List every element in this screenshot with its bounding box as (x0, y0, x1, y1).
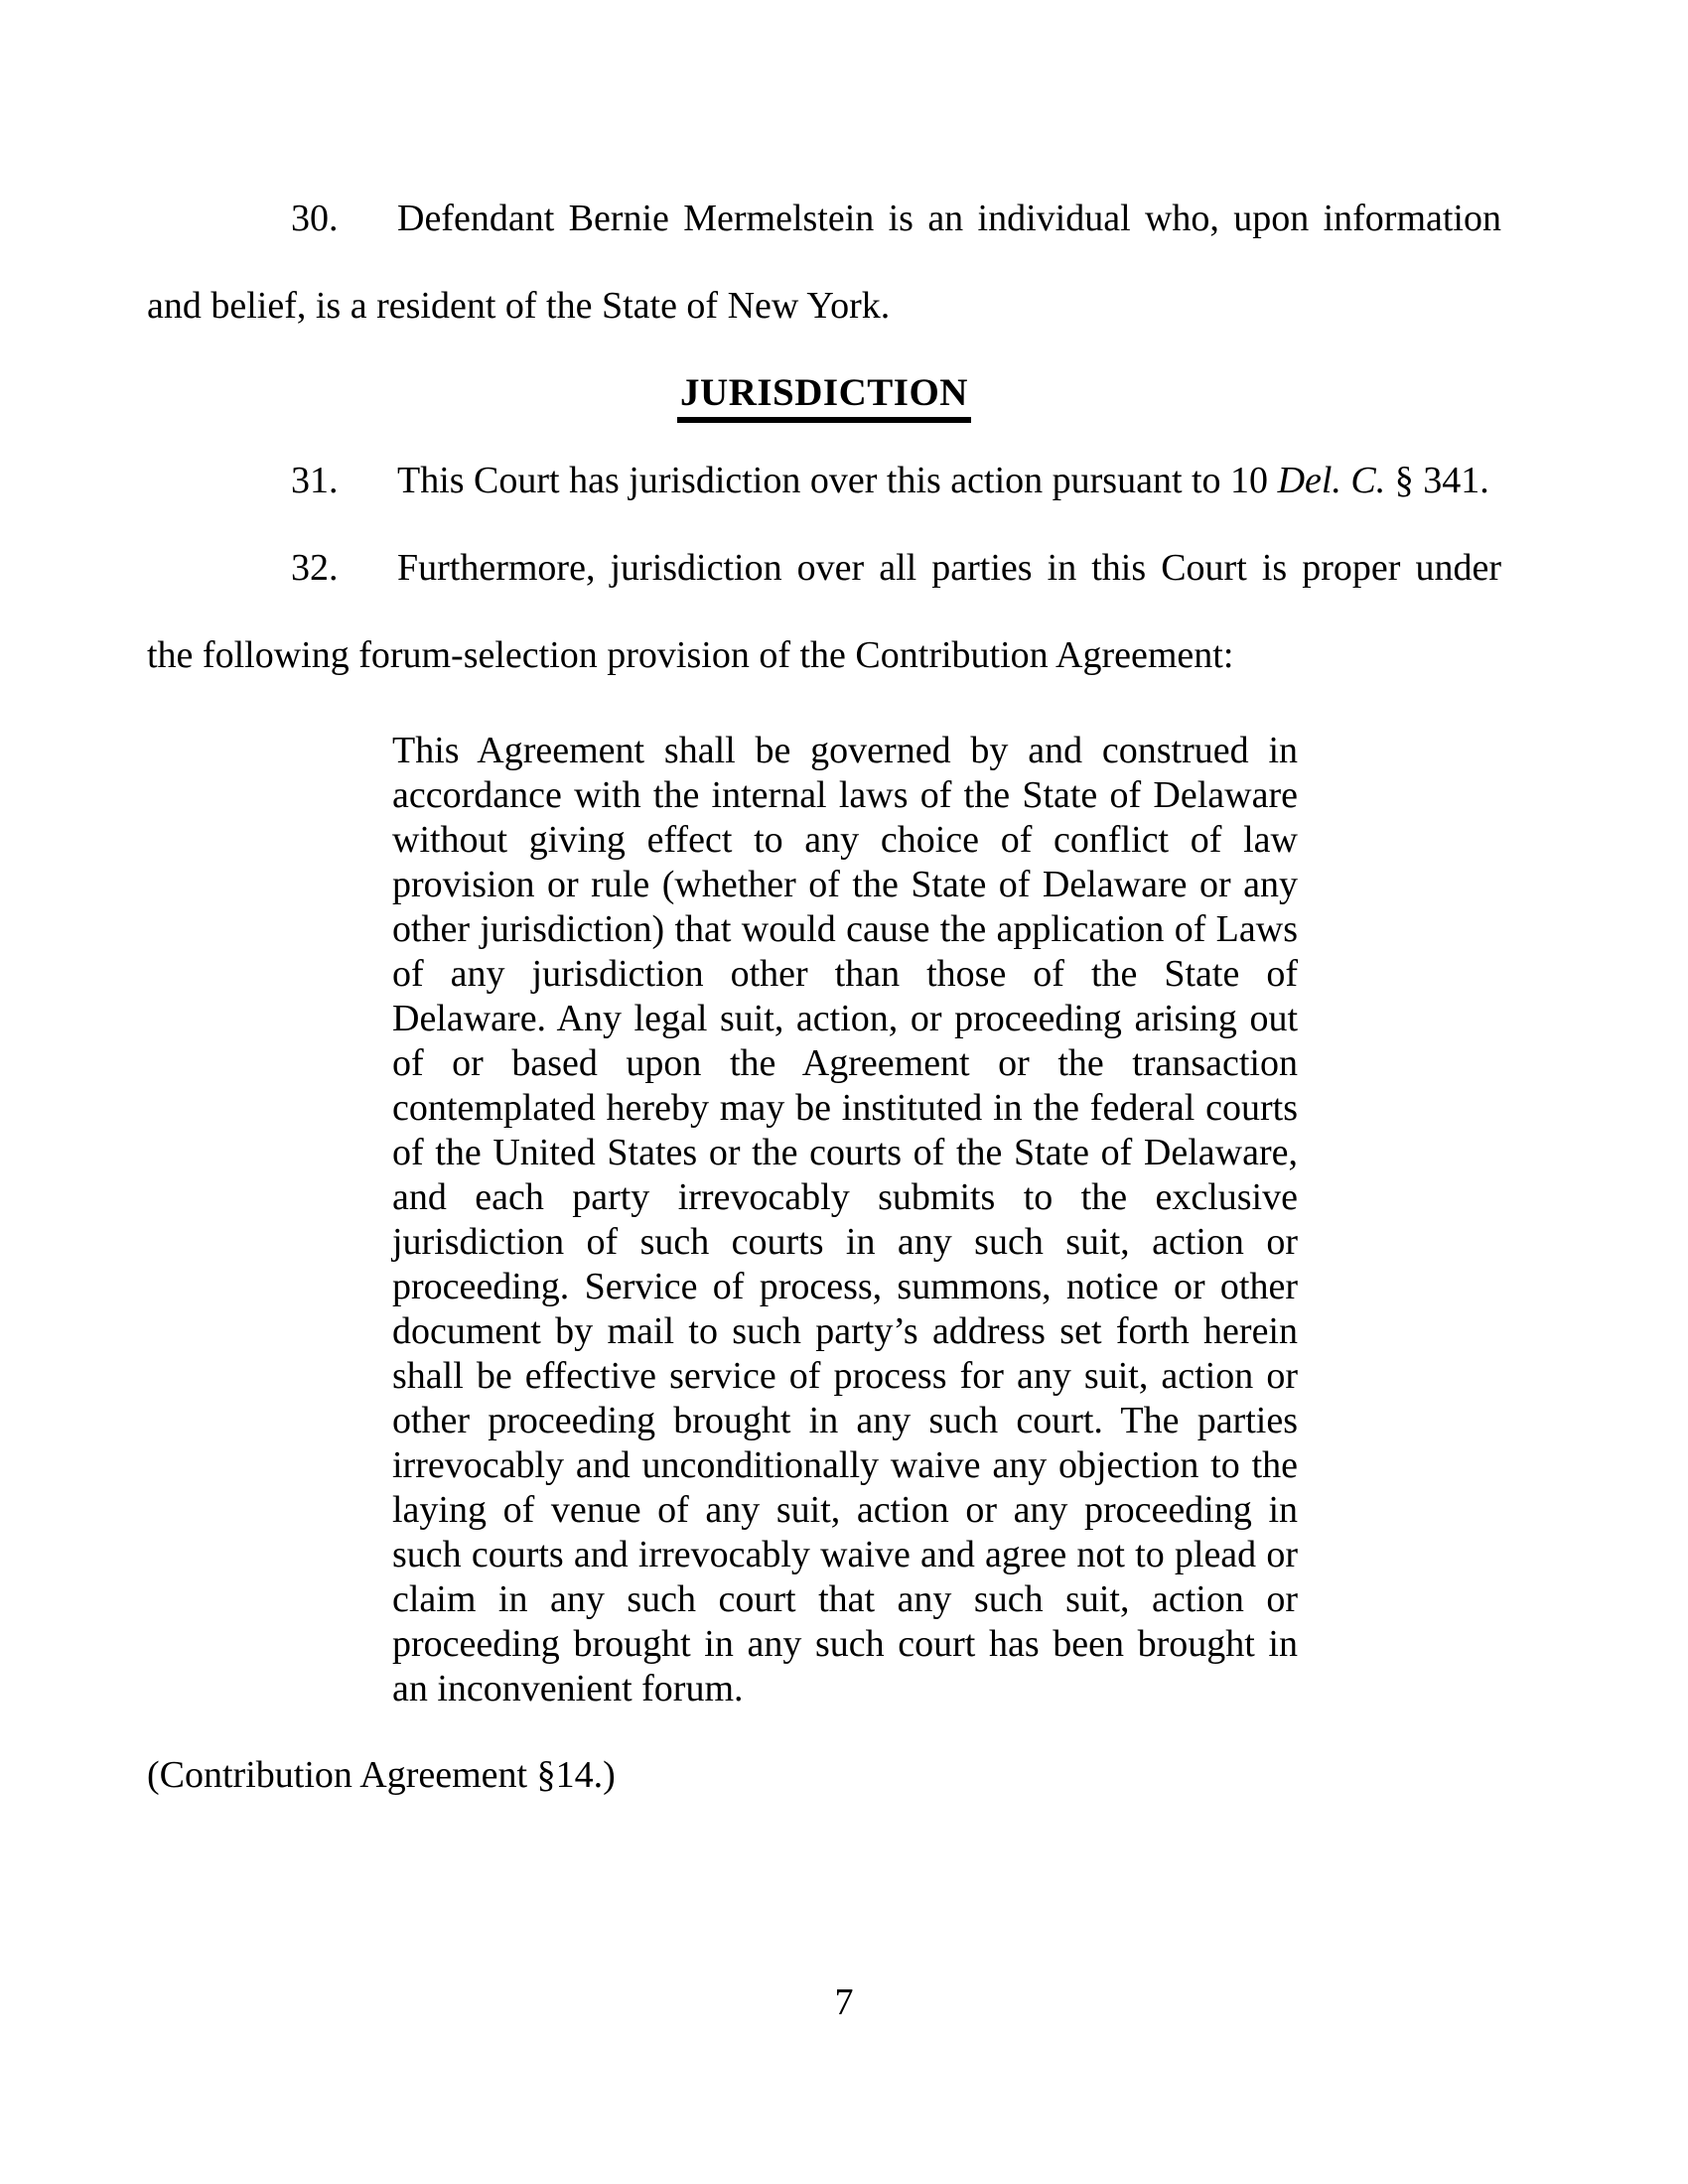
citation-reference: (Contribution Agreement §14.) (147, 1754, 616, 1796)
contribution-agreement-block-quote: This Agreement shall be governed by and construed in accordance with the internal laws of the State of Delaware without giving effect to any choice of conflict of law provision or rule (whether of the State of Delaware or any other jurisdiction) that would cause the application of Laws of any jurisdiction other than those of the State of Delaware. Any legal suit, action, or proceeding arising out of or based upon the Agreement or the transaction contemplated hereby may be instituted in the federal courts of the United States or the courts of the State of Delaware, and each party irrevocably submits to the exclusive jurisdiction of such courts in any such suit, action or proceeding. Service of process, summons, notice or other document by mail to such party’s address set forth herein shall be effective service of process for any suit, action or other proceeding brought in any such court. The parties irrevocably and unconditionally waive any objection to the laying of venue of any suit, action or any proceeding in such courts and irrevocably waive and agree not to plead or claim in any such court that any such suit, action or proceeding brought in any such court has been brought in an inconvenient forum. (392, 730, 1298, 1709)
document-body (147, 175, 1501, 1819)
paragraph-32-number: 32. (291, 547, 339, 589)
paragraph-32-text: Furthermore, jurisdiction over all parties in this Court is proper under the following forum-selection provision of the Contribution Agreement: (147, 547, 1501, 676)
paragraph-31-number: 31. (291, 460, 339, 501)
jurisdiction-heading-line (147, 349, 1501, 437)
paragraph-31 (147, 437, 1501, 524)
statute-citation-italic: Del. C. (1277, 460, 1386, 501)
jurisdiction-heading: JURISDICTION (677, 370, 971, 423)
paragraph-32 (147, 524, 1501, 699)
paragraph-31-text-before-citation: This Court has jurisdiction over this action pursuant to 10 (397, 460, 1278, 501)
paragraph-30 (147, 175, 1501, 349)
page-number: 7 (834, 1981, 854, 2023)
paragraph-30-text: Defendant Bernie Mermelstein is an individual who, upon information and belief, is a resident of the State of New York. (147, 198, 1501, 327)
paragraph-30-number: 30. (291, 198, 339, 239)
paragraph-31-text-after-citation: § 341. (1385, 460, 1489, 501)
